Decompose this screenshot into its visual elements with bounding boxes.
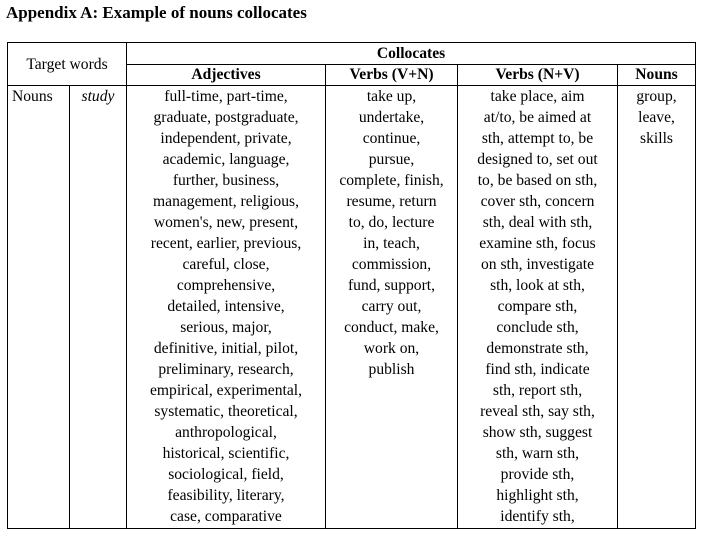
cell-line: conclude sth,: [496, 319, 579, 336]
adjectives-header: Adjectives: [127, 65, 326, 86]
cell-line: pursue,: [368, 151, 415, 168]
cell-line: on sth, investigate: [480, 256, 595, 273]
cell-line: detailed, intensive,: [167, 298, 285, 315]
cell-line: sth, attempt to, be: [481, 130, 594, 147]
adjectives-cell: [127, 86, 326, 529]
verbs-vn-header: Verbs (V+N): [326, 65, 458, 86]
collocates-table: [7, 42, 696, 529]
cell-line: comprehensive,: [176, 277, 276, 294]
cell-line: undertake,: [358, 109, 425, 126]
cell-line: at/to, be aimed at: [483, 109, 592, 126]
cell-line: reveal sth, say sth,: [480, 403, 595, 420]
cell-line: full-time, part-time,: [164, 88, 288, 105]
cell-line: graduate, postgraduate,: [153, 109, 299, 126]
appendix-caption: Appendix A: Example of nouns collocates: [6, 3, 307, 22]
cell-line: recent, earlier, previous,: [150, 235, 302, 252]
cell-line: to, be based on sth,: [477, 172, 598, 189]
cell-line: feasibility, literary,: [167, 487, 285, 504]
target-words-header: Target words: [8, 43, 127, 86]
cell-line: take place, aim: [490, 88, 585, 105]
cell-line: sociological, field,: [168, 466, 284, 483]
cell-line: continue,: [362, 130, 421, 147]
cell-line: compare sth,: [497, 298, 578, 315]
cell-line: work on,: [363, 340, 420, 357]
cell-line: carry out,: [361, 298, 422, 315]
cell-line: identify sth,: [500, 508, 575, 525]
cell-line: systematic, theoretical,: [154, 403, 298, 420]
verbs-vn-cell: [326, 86, 458, 529]
cell-line: independent, private,: [160, 130, 292, 147]
cell-line: preliminary, research,: [158, 361, 294, 378]
cell-line: examine sth, focus: [479, 235, 596, 252]
cell-line: complete, finish,: [339, 172, 444, 189]
cell-line: designed to, set out: [477, 151, 598, 168]
collocates-header: Collocates: [127, 43, 696, 65]
nouns-header: Nouns: [618, 65, 696, 86]
cell-line: leave,: [638, 109, 675, 126]
cell-line: highlight sth,: [496, 487, 579, 504]
nouns-cell: [618, 86, 696, 529]
cell-line: empirical, experimental,: [150, 382, 302, 399]
cell-line: find sth, indicate: [485, 361, 590, 378]
cell-line: conduct, make,: [344, 319, 439, 336]
cell-line: publish: [368, 361, 415, 378]
cell-line: serious, major,: [180, 319, 272, 336]
cell-line: skills: [640, 130, 673, 147]
verbs-nv-header: Verbs (N+V): [458, 65, 618, 86]
cell-line: cover sth, concern: [480, 193, 595, 210]
cell-line: women's, new, present,: [153, 214, 299, 231]
table-row: [8, 86, 696, 529]
target-word-cell: study: [70, 86, 127, 529]
cell-line: management, religious,: [153, 193, 299, 210]
cell-line: academic, language,: [162, 151, 290, 168]
cell-line: historical, scientific,: [162, 445, 290, 462]
cell-line: sth, report sth,: [492, 382, 583, 399]
cell-line: anthropological,: [175, 424, 277, 441]
verbs-nv-cell: [458, 86, 618, 529]
cell-line: show sth, suggest: [482, 424, 593, 441]
header-row-1: [8, 43, 696, 65]
cell-line: sth, warn sth,: [495, 445, 580, 462]
part-of-speech-cell: Nouns: [8, 86, 70, 529]
cell-line: careful, close,: [182, 256, 270, 273]
cell-line: sth, deal with sth,: [482, 214, 593, 231]
cell-line: sth, look at sth,: [490, 277, 585, 294]
cell-line: case, comparative: [170, 508, 282, 525]
cell-line: commission,: [351, 256, 432, 273]
cell-line: resume, return: [346, 193, 437, 210]
cell-line: to, do, lecture: [348, 214, 435, 231]
cell-line: in, teach,: [363, 235, 420, 252]
cell-line: fund, support,: [347, 277, 436, 294]
cell-line: provide sth,: [500, 466, 575, 483]
cell-line: group,: [636, 88, 677, 105]
cell-line: take up,: [366, 88, 417, 105]
cell-line: definitive, initial, pilot,: [153, 340, 299, 357]
cell-line: demonstrate sth,: [486, 340, 589, 357]
cell-line: further, business,: [172, 172, 280, 189]
